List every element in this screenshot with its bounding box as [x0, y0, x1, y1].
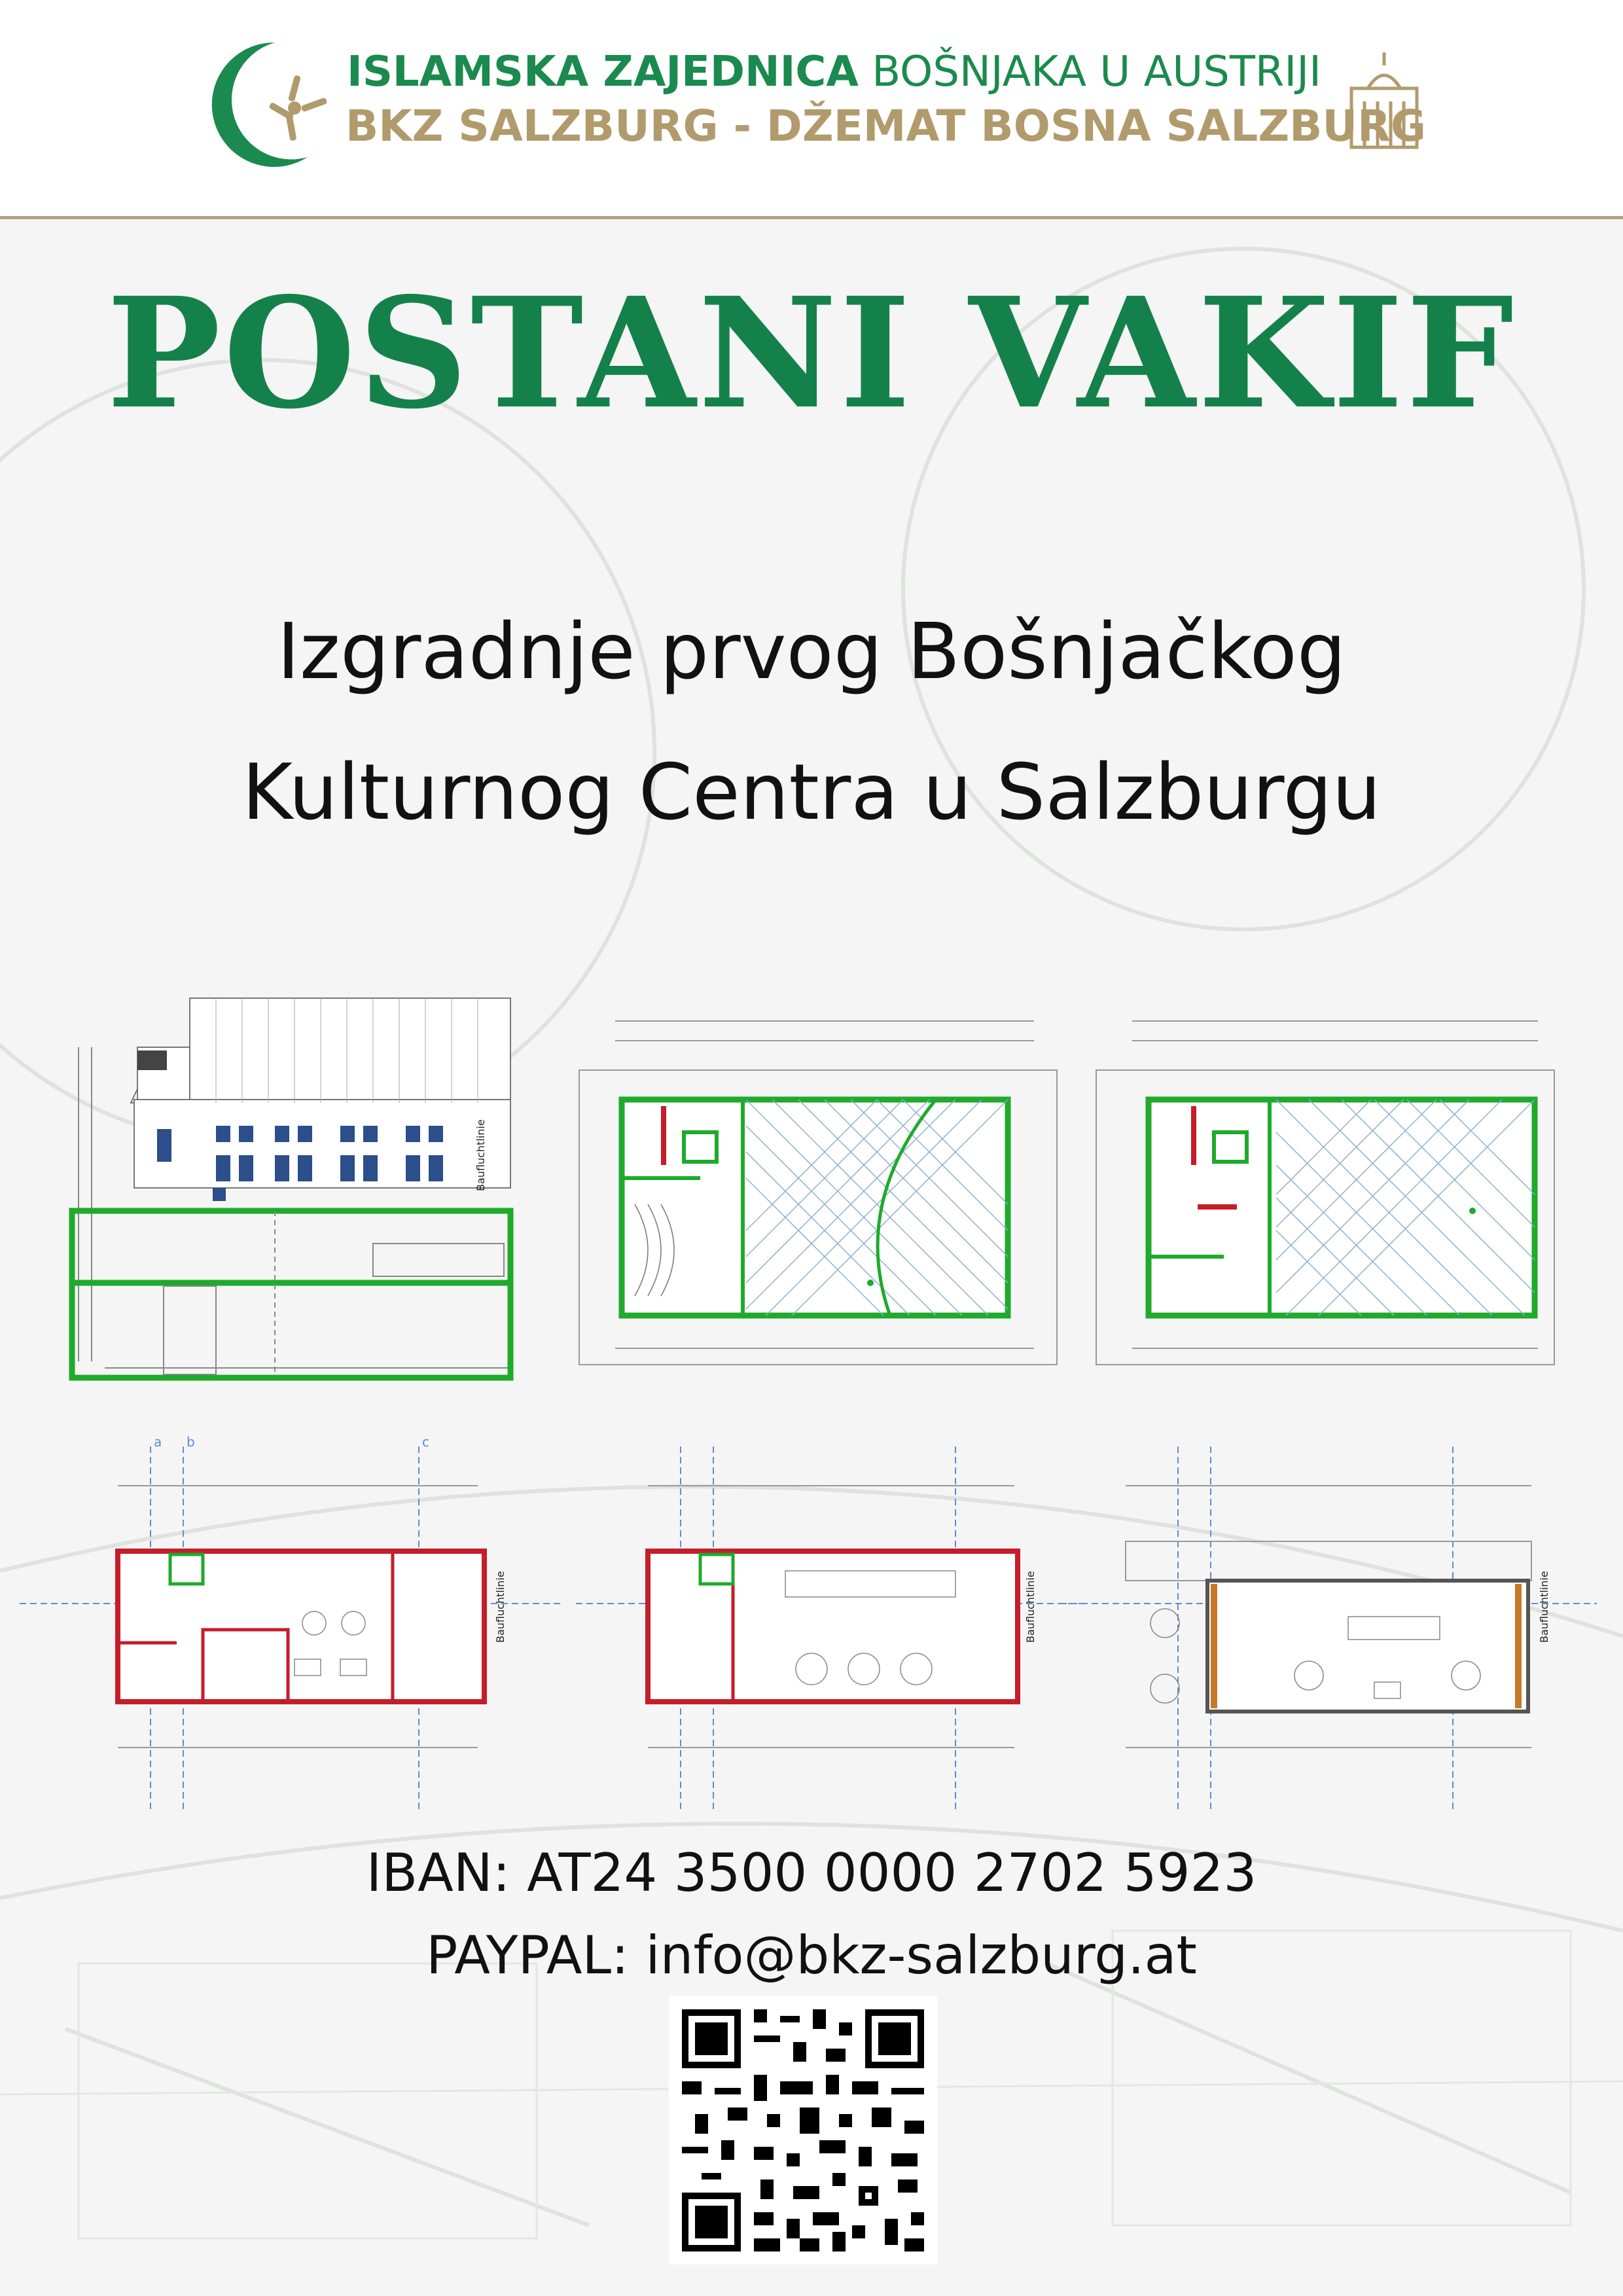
baufluchtlinie-label: Baufluchtlinie: [474, 1119, 487, 1191]
ground-plan-c: [1060, 1427, 1597, 1820]
org-name-line2: BKZ SALZBURG - DŽEMAT BOSNA SALZBURG: [346, 101, 1427, 151]
org-name-regular: BOŠNJAKA U AUSTRIJI: [872, 48, 1321, 96]
grid-label-a: a: [154, 1434, 162, 1450]
baufluchtlinie-label-c: Baufluchtlinie: [1538, 1571, 1550, 1643]
qr-code-icon[interactable]: [669, 1996, 937, 2265]
subtitle-line-1: Izgradnje prvog Bošnjačkog: [277, 606, 1346, 696]
page-title: POSTANI VAKIF: [106, 264, 1517, 442]
floor-plan-2: [1093, 1008, 1558, 1374]
ground-plan-a: [20, 1427, 563, 1820]
ground-plan-b: [576, 1427, 1086, 1820]
header-divider: [0, 216, 1623, 219]
iban-text: IBAN: AT24 3500 0000 2702 5923: [366, 1842, 1257, 1903]
paypal-text: PAYPAL: info@bkz-salzburg.at: [426, 1925, 1197, 1986]
grid-label-c: c: [422, 1434, 429, 1450]
crescent-star-logo-icon: [196, 36, 347, 167]
mosque-icon: [1345, 52, 1423, 151]
floor-plan-1: [576, 1008, 1060, 1374]
baufluchtlinie-label-b: Baufluchtlinie: [1024, 1571, 1037, 1643]
grid-label-b: b: [187, 1434, 195, 1450]
subtitle-line-2: Kulturnog Centra u Salzburgu: [241, 747, 1382, 837]
building-section-drawing: [65, 969, 524, 1388]
org-name-bold: ISLAMSKA ZAJEDNICA: [347, 48, 859, 96]
org-name-line1: [347, 46, 1321, 98]
baufluchtlinie-label-a: Baufluchtlinie: [494, 1571, 507, 1643]
